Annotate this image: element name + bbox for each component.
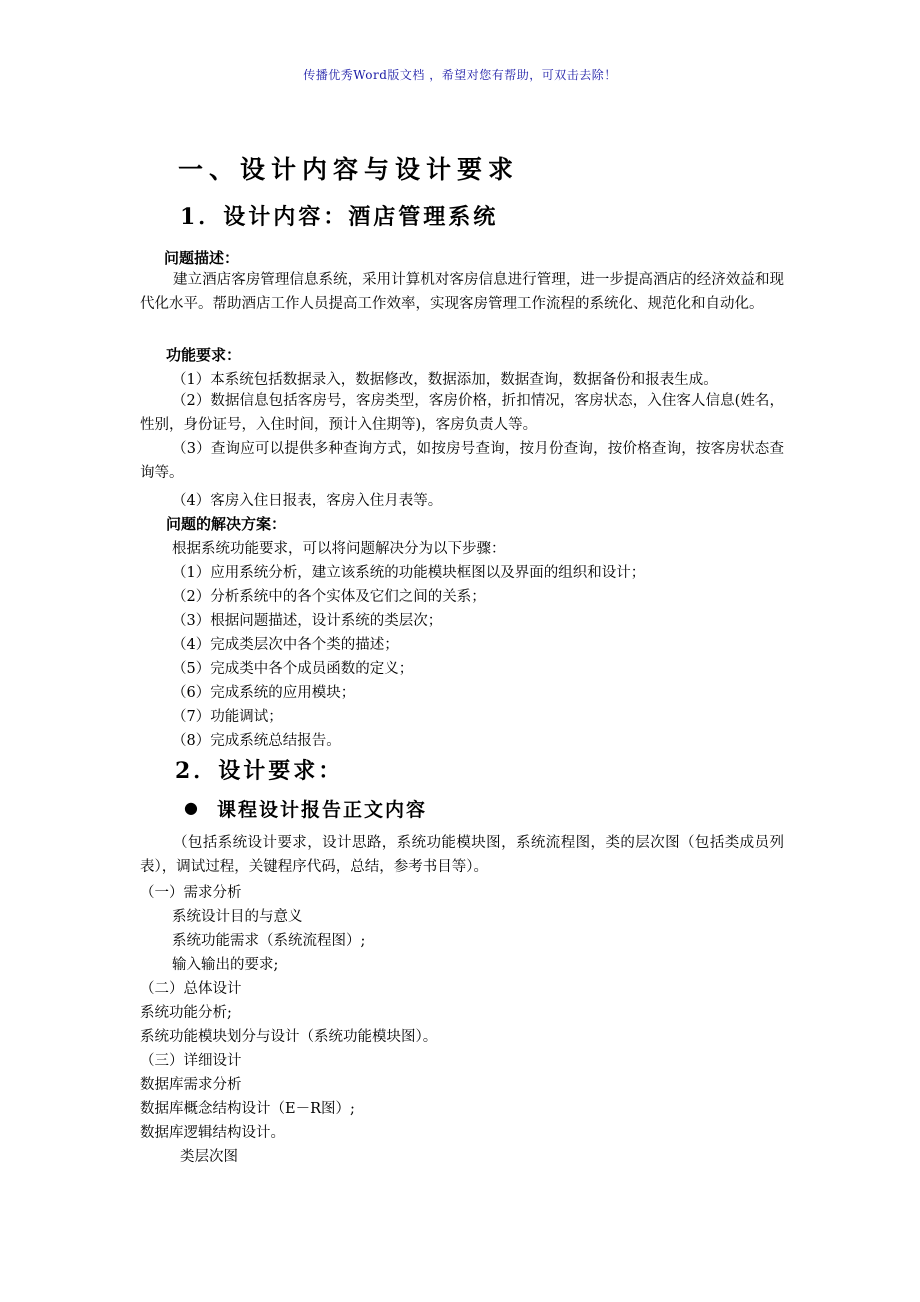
function-requirement-item: （1）本系统包括数据录入，数据修改，数据添加，数据查询，数据备份和报表生成。 [172,372,718,388]
solution-step: （2）分析系统中的各个实体及它们之间的关系； [172,589,486,605]
solution-step: （8）完成系统总结报告。 [172,733,341,749]
page-header-note: 传播优秀Word版文档 ，希望对您有帮助，可双击去除！ [303,68,617,82]
chapter-heading: 一、设计内容与设计要求 [178,155,520,184]
function-requirement-item: （3）查询应可以提供多种查询方式，如按房号查询，按月份查询，按价格查询，按客房状态查询等。 [140,441,784,481]
function-requirement-item: （2）数据信息包括客房号，客房类型，客房价格，折扣情况，客房状态，入住客人信息(姓名，性别，身份证号，入住时间，预计入住期等)，客房负责人等。 [140,393,784,433]
bullet-icon: ● [184,798,198,817]
solution-step: （5）完成类中各个成员函数的定义； [172,661,414,677]
report-content-description: （包括系统设计要求，设计思路，系统功能模块图，系统流程图，类的层次图（包括类成员列表），调试过程，关键程序代码，总结，参考书目等）。 [140,835,784,875]
outline-item: 数据库需求分析 [140,1077,242,1093]
solution-step: （7）功能调试； [172,709,283,725]
outline-part-2: （二）总体设计 [140,981,242,997]
solution-step: （4）完成类层次中各个类的描述； [172,637,399,653]
outline-item: 系统设计目的与意义 [172,909,303,925]
section-1-heading: 1．设计内容：酒店管理系统 [180,204,499,230]
outline-item: 系统功能模块划分与设计（系统功能模块图）。 [140,1029,438,1045]
solution-step: （1）应用系统分析，建立该系统的功能模块框图以及界面的组织和设计； [172,565,646,581]
solution-intro: 根据系统功能要求，可以将问题解决分为以下步骤： [172,541,506,557]
problem-description-title: 问题描述： [164,249,240,267]
outline-item: 数据库概念结构设计（E－R图）; [140,1101,355,1117]
function-requirements-title: 功能要求： [166,346,242,364]
solution-title: 问题的解决方案： [166,515,287,533]
outline-part-3: （三）详细设计 [140,1053,242,1069]
report-content-heading: 课程设计报告正文内容 [217,799,428,821]
outline-item: 输入输出的要求; [172,957,279,973]
outline-part-1: （一）需求分析 [140,885,242,901]
outline-item: 系统功能需求（系统流程图）; [172,933,366,949]
outline-item: 类层次图 [180,1149,238,1165]
solution-step: （3）根据问题描述，设计系统的类层次； [172,613,443,629]
function-requirement-item: （4）客房入住日报表，客房入住月表等。 [172,493,443,509]
section-2-heading: 2．设计要求： [175,758,344,784]
problem-description-text: 建立酒店客房管理信息系统，采用计算机对客房信息进行管理，进一步提高酒店的经济效益和现代化水平。帮助酒店工作人员提高工作效率，实现客房管理工作流程的系统化、规范化和自动化。 [140,272,784,312]
solution-step: （6）完成系统的应用模块； [172,685,356,701]
outline-item: 系统功能分析; [140,1005,232,1021]
outline-item: 数据库逻辑结构设计。 [140,1125,285,1141]
